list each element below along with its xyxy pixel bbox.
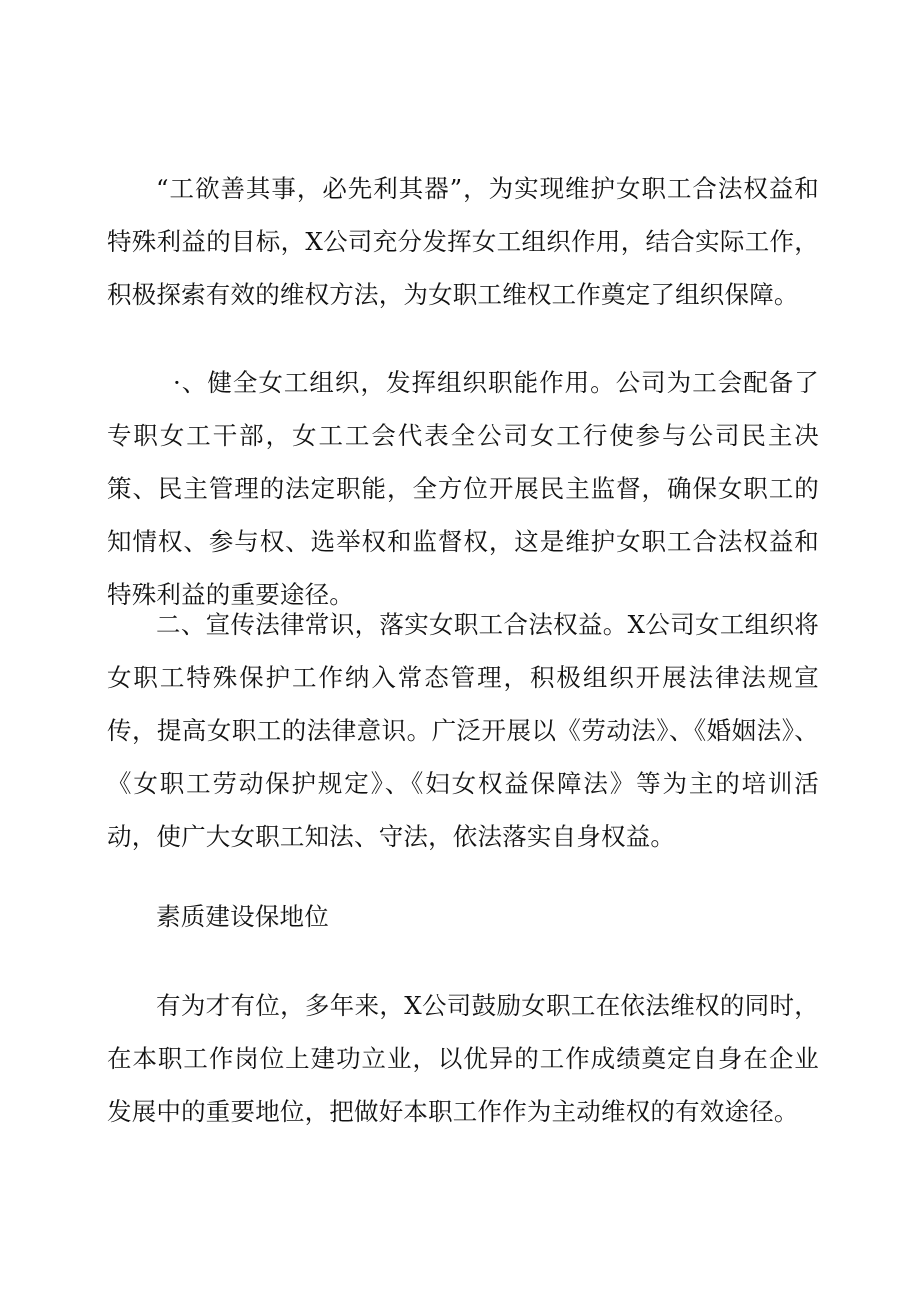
- section-heading: 素质建设保地位: [156, 902, 329, 931]
- paragraph-section-one: ·、健全女工组织，发挥组织职能作用。公司为工会配备了专职女工干部，女工工会代表全公司女工行使参与公司民主决策、民主管理的法定职能，全方位开展民主监督，确保女职工的知情权、参与权、选举权和监督权，这是维护女职工合法权益和特殊利益的重要途径。: [107, 368, 819, 609]
- paragraph-intro: “工欲善其事，必先利其器”，为实现维护女职工合法权益和特殊利益的目标，X公司充分发挥女工组织作用，结合实际工作，积极探索有效的维权方法，为女职工维权工作奠定了组织保障。: [107, 174, 819, 309]
- paragraph-section-two: 二、宣传法律常识，落实女职工合法权益。X公司女工组织将女职工特殊保护工作纳入常态管理，积极组织开展法律法规宣传，提高女职工的法律意识。广泛开展以《劳动法》、《婚姻法》、《女职工劳动保护规定》、《妇女权益保障法》等为主的培训活动，使广大女职工知法、守法，依法落实自身权益。: [107, 610, 819, 851]
- paragraph-section-three: 有为才有位，多年来，X公司鼓励女职工在依法维权的同时，在本职工作岗位上建功立业，以优异的工作成绩奠定自身在企业发展中的重要地位，把做好本职工作作为主动维权的有效途径。: [107, 991, 819, 1126]
